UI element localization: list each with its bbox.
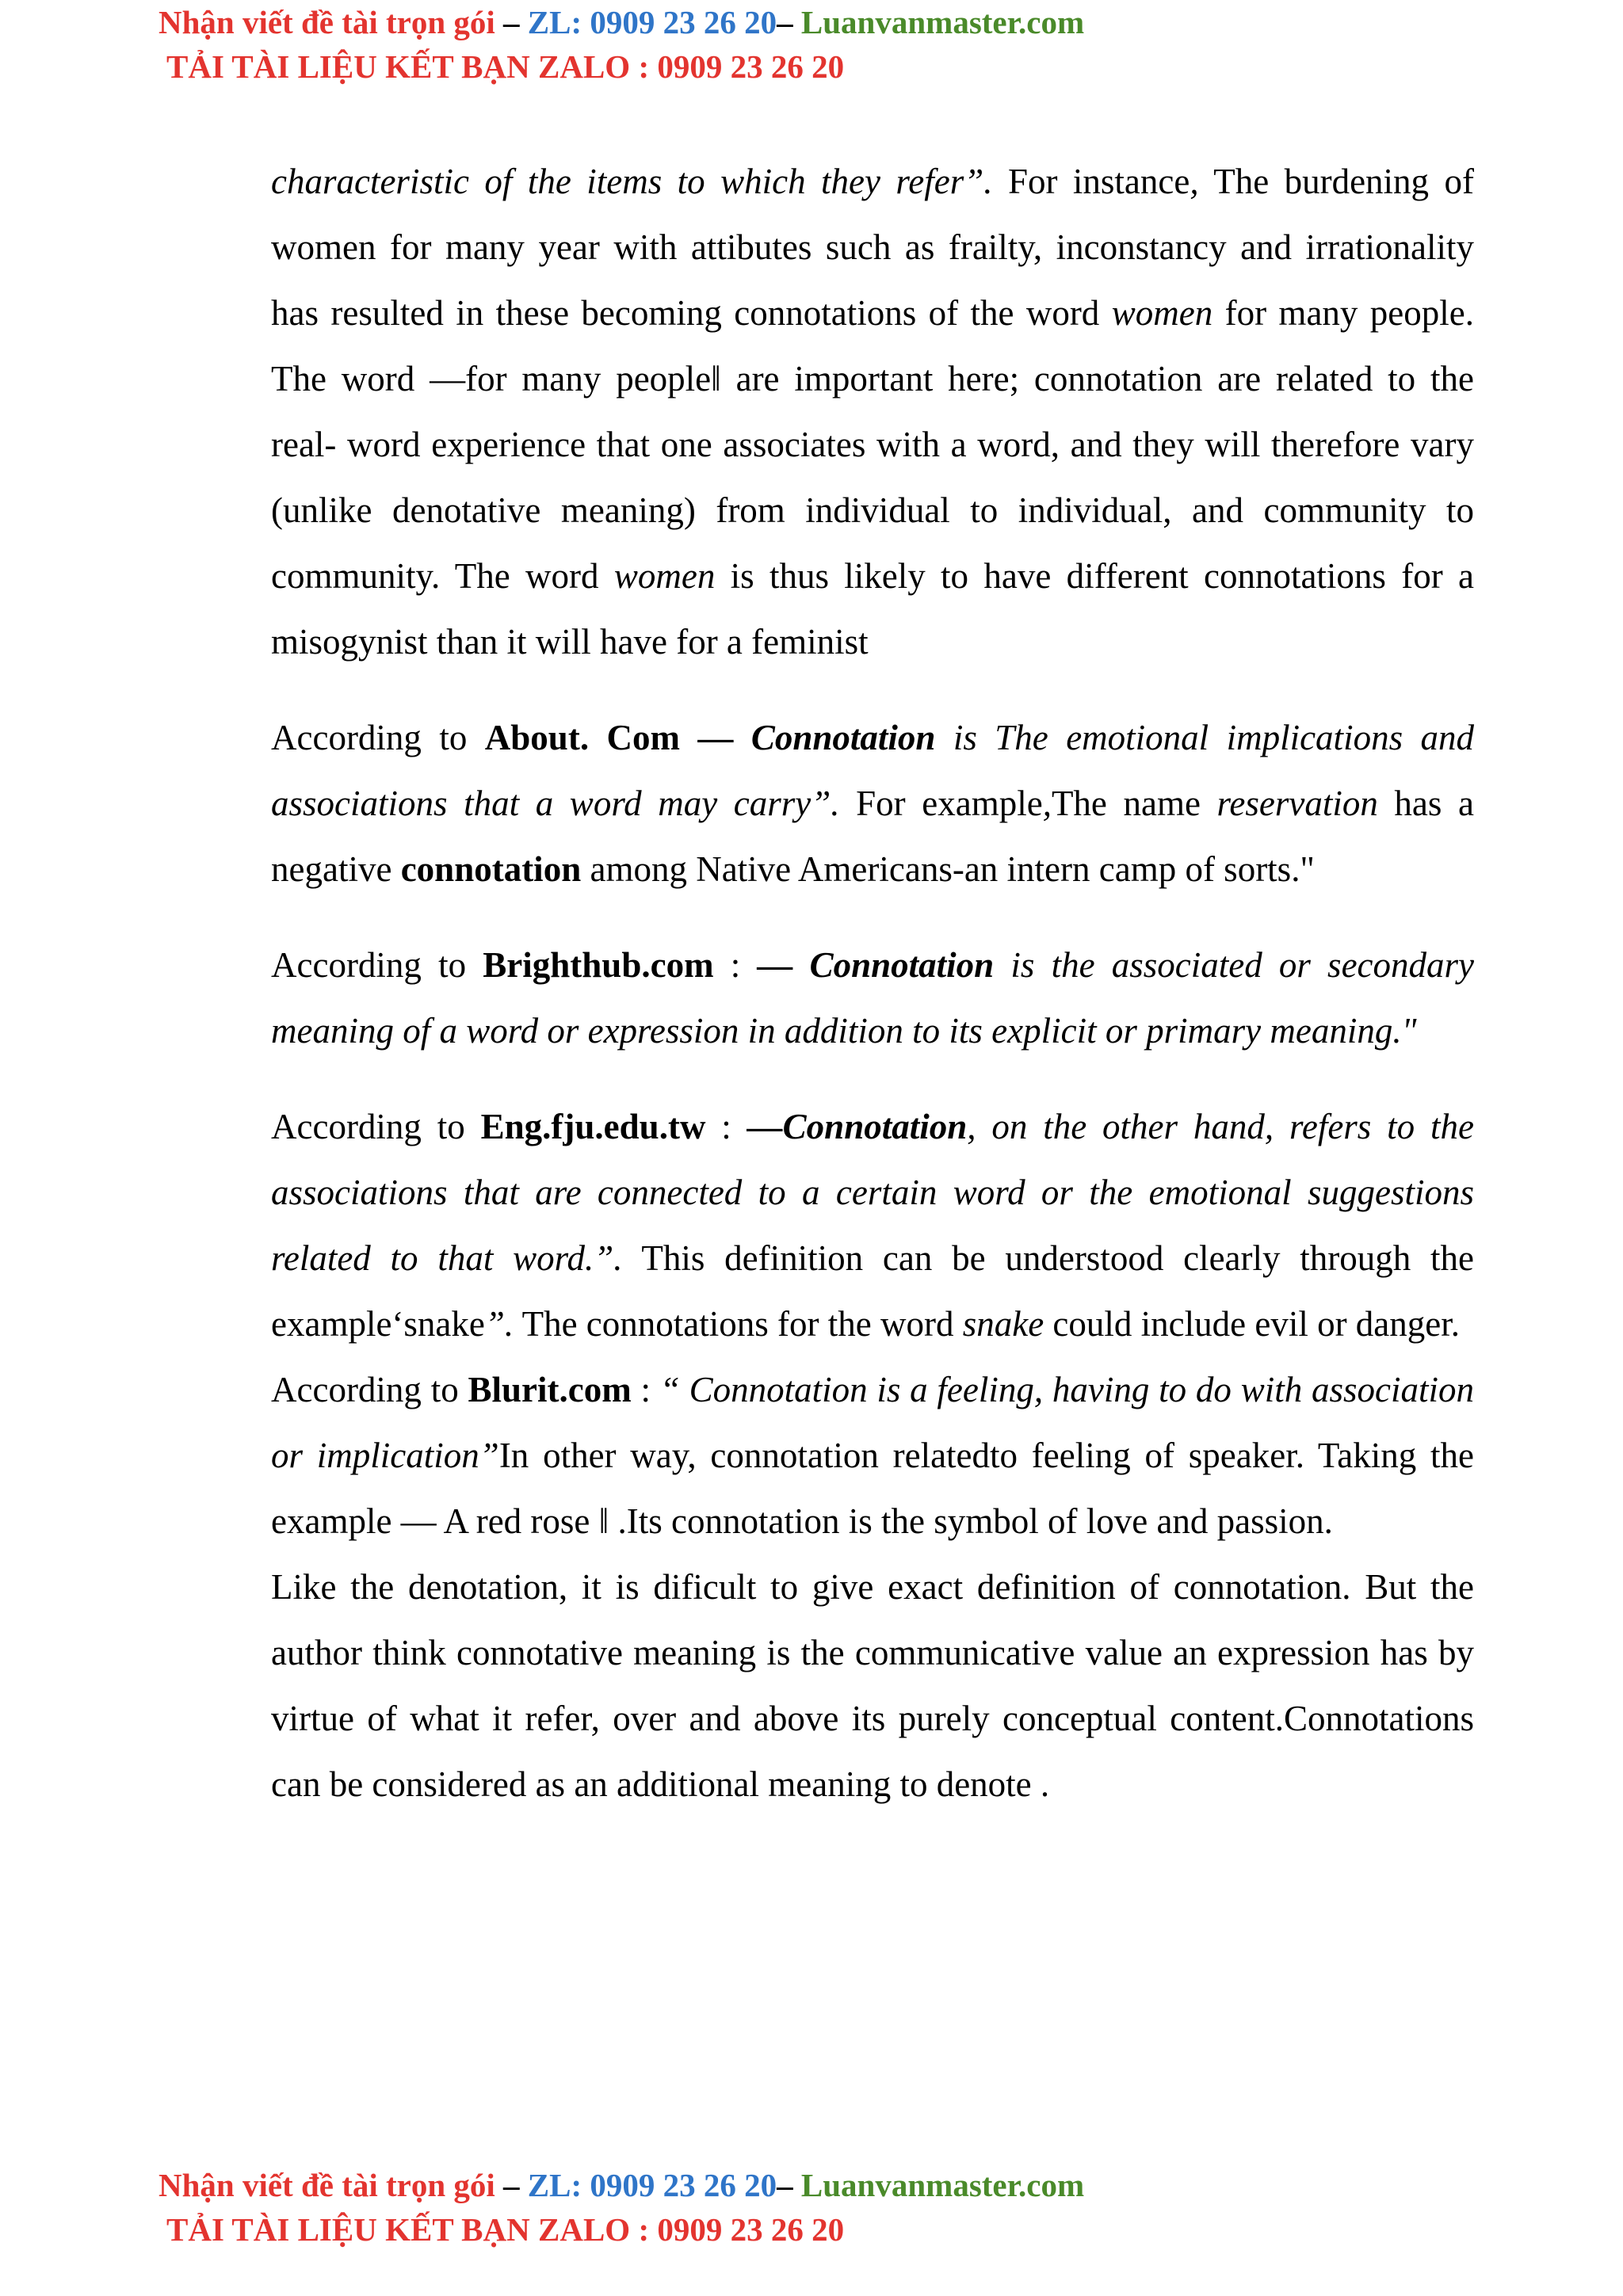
italic-quote: , on the other hand, refers to the associations that are connected to a certain word or the emotional suggestions related to that word.”. [271,1107,1474,1278]
defined-term: ― Connotation [757,945,995,985]
paragraph-3 [271,933,1474,1064]
bold-term: connotation [400,849,582,889]
text-run: has a negative [271,784,1474,889]
italic-quote: “ Connotation is a feeling, having to do with association or implication” [271,1370,1474,1475]
header-banner [158,0,1084,89]
source-name: Blurit.com [468,1370,632,1409]
text-run: The connotations for the word [514,1304,963,1344]
document-body [271,149,1474,1817]
italic-term: snake [962,1304,1044,1344]
banner-download-text: TẢI TÀI LIỆU KẾT BẠN ZALO : 0909 23 26 20 [166,48,845,85]
source-name: Eng.fju.edu.tw [480,1107,706,1146]
banner-separator: – [495,4,528,40]
footer-banner [158,2163,1084,2252]
banner-line-1 [158,0,1084,44]
defined-term: ―Connotation [747,1107,968,1146]
text-run: According to [271,1107,481,1146]
paragraph-5 [271,1357,1474,1554]
source-name: Brighthub.com [483,945,714,985]
banner-line-1 [158,2163,1084,2207]
text-run: According to [271,945,483,985]
banner-zalo-phone: ZL: 0909 23 26 20 [527,2167,777,2203]
banner-website: Luanvanmaster.com [800,2167,1085,2203]
banner-zalo-phone: ZL: 0909 23 26 20 [527,4,777,40]
text-run: : [631,1370,660,1409]
text-run: : [705,1107,747,1146]
text-run: According to [271,1370,468,1409]
text-run: The burdening of women for many year with attibutes such as frailty, inconstancy and irrationality has resulted in these becoming connotations of the word [271,162,1474,333]
banner-website: Luanvanmaster.com [800,4,1085,40]
text-run: is thus likely to have different connotations for a misogynist than it will have for a feminist [271,556,1474,662]
paragraph-1 [271,149,1474,675]
banner-service-text: Nhận viết đề tài trọn gói [158,2167,495,2203]
italic-term: reservation [1216,784,1378,823]
text-run: The name [1051,784,1217,823]
paragraph-4 [271,1094,1474,1357]
text-run: , [1190,162,1199,201]
text-run: for many people. The word ―for many people‖ are important here; connotation are related to the real- word experience that one associates with a word, and they will therefore vary (unlike denotative meaning) from individual to individual, and community to community. The word [271,293,1474,596]
banner-separator: – [777,4,801,40]
banner-separator: – [777,2167,801,2203]
text-run: ”. [484,1304,514,1344]
banner-line-2 [158,2207,1084,2252]
paragraph-6: Like the denotation, it is dificult to give exact definition of connotation. But the author think connotative meaning is the communicative value an expression has by virtue of what it refer, over and above its purely conceptual content.Connotations can be considered as an additional meaning to denote . [271,1567,1474,1804]
text-run: For example [839,784,1043,823]
paragraph-2 [271,705,1474,902]
text-run: This definition can be understood clearly through the example‘snake [271,1238,1474,1344]
text-run: among Native Americans-an intern camp of sorts." [581,849,1315,889]
text-run: could include evil or danger. [1044,1304,1461,1344]
italic-term: women [613,556,716,596]
italic-quote: is The emotional implications and associations that a word may carry”. [271,718,1474,823]
text-run: In other way, connotation relatedto feeling of speaker. Taking the example ― A red rose ‖ .Its connotation is the symbol of love and passion. [271,1436,1475,1541]
text-run: According to [271,718,485,757]
italic-quote: characteristic of the items to which they refer”. [271,162,993,201]
banner-line-2 [158,44,1084,89]
text-run: : [713,945,758,985]
banner-download-text: TẢI TÀI LIỆU KẾT BẠN ZALO : 0909 23 26 20 [166,2211,845,2248]
text-run: , [1042,784,1052,823]
italic-quote: is the associated or secondary meaning of a word or expression in addition to its explicit or primary meaning." [271,945,1474,1051]
defined-term: Connotation [750,718,936,757]
text-run: For instance [992,162,1190,201]
italic-term: women [1111,293,1213,333]
banner-service-text: Nhận viết đề tài trọn gói [158,4,495,40]
banner-separator: – [495,2167,528,2203]
source-name: About. Com ― [484,718,751,757]
